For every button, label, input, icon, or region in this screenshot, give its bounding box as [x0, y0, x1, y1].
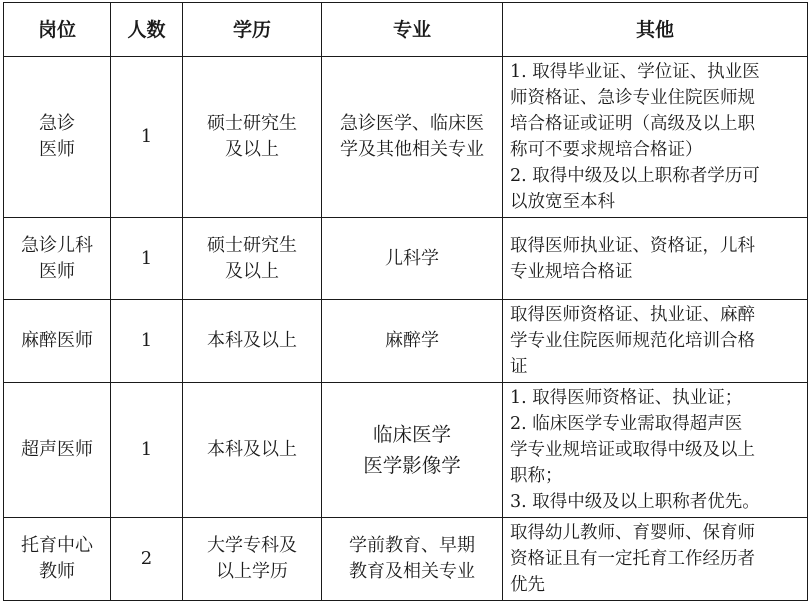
cell-major: 儿科学 [322, 218, 503, 300]
table-row [4, 518, 808, 601]
cell-major: 急诊医学、临床医 学及其他相关专业 [322, 57, 503, 218]
cell-education: 硕士研究生 及以上 [183, 57, 322, 218]
recruitment-table [3, 2, 808, 601]
cell-count: 1 [111, 218, 183, 300]
header-major: 专业 [322, 3, 503, 57]
table-row [4, 218, 808, 300]
cell-other: 取得医师执业证、资格证，儿科 专业规培合格证 [503, 218, 808, 300]
cell-major: 学前教育、早期 教育及相关专业 [322, 518, 503, 601]
cell-count: 1 [111, 300, 183, 383]
table-row [4, 383, 808, 518]
cell-count: 1 [111, 383, 183, 518]
cell-position: 托育中心 教师 [4, 518, 111, 601]
cell-major: 临床医学 医学影像学 [322, 383, 503, 518]
cell-other: 取得幼儿教师、育婴师、保育师 资格证且有一定托育工作经历者 优先 [503, 518, 808, 601]
table-row [4, 57, 808, 218]
cell-education: 本科及以上 [183, 383, 322, 518]
cell-other: 1. 取得医师资格证、执业证； 2. 临床医学专业需取得超声医 学专业规培证或取得中级及以上 职称； 3. 取得中级及以上职称者优先。 [503, 383, 808, 518]
cell-education: 硕士研究生 及以上 [183, 218, 322, 300]
table-row [4, 300, 808, 383]
cell-count: 1 [111, 57, 183, 218]
cell-count: 2 [111, 518, 183, 601]
cell-other: 1. 取得毕业证、学位证、执业医 师资格证、急诊专业住院医师规 培合格证或证明（高级及以上职 称可不要求规培合格证） 2. 取得中级及以上职称者学历可 以放宽至本科 [503, 57, 808, 218]
table-header-row [4, 3, 808, 57]
header-count: 人数 [111, 3, 183, 57]
cell-major: 麻醉学 [322, 300, 503, 383]
cell-position: 急诊 医师 [4, 57, 111, 218]
cell-other: 取得医师资格证、执业证、麻醉 学专业住院医师规范化培训合格 证 [503, 300, 808, 383]
cell-position: 超声医师 [4, 383, 111, 518]
cell-education: 大学专科及 以上学历 [183, 518, 322, 601]
cell-education: 本科及以上 [183, 300, 322, 383]
header-education: 学历 [183, 3, 322, 57]
cell-position: 急诊儿科 医师 [4, 218, 111, 300]
header-other: 其他 [503, 3, 808, 57]
header-position: 岗位 [4, 3, 111, 57]
cell-position: 麻醉医师 [4, 300, 111, 383]
